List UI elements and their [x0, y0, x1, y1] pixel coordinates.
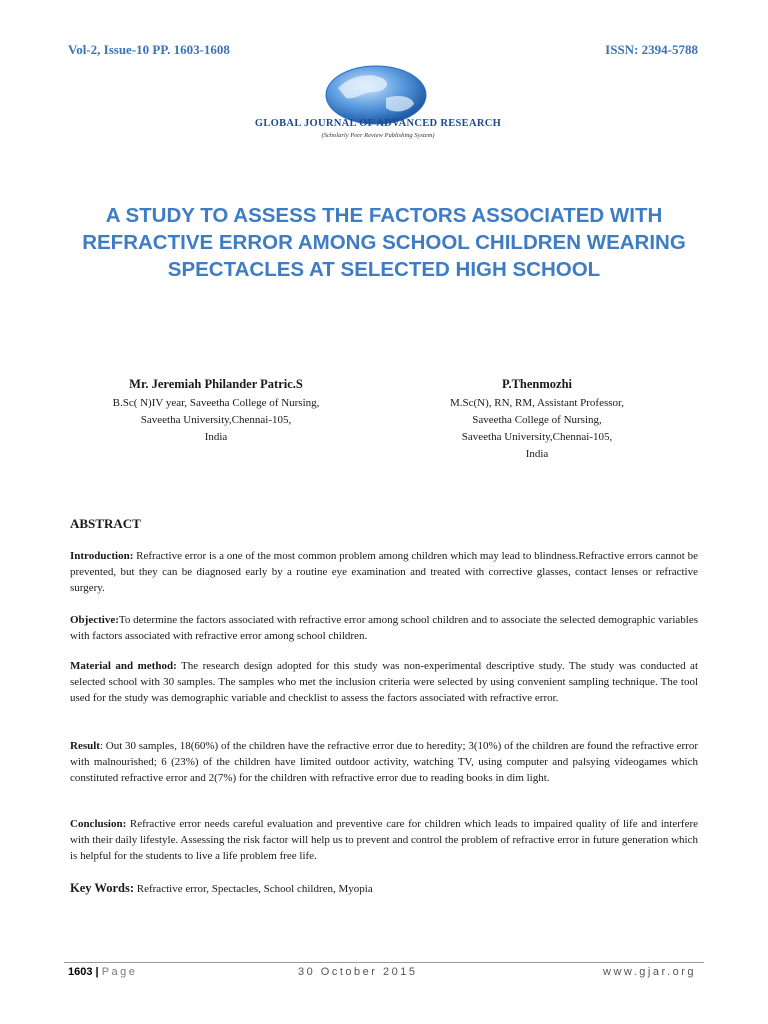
result-label: Result [70, 740, 100, 752]
issn-label: ISSN: [605, 42, 639, 57]
footer-date: 30 October 2015 [298, 966, 418, 978]
globe-icon [316, 62, 436, 126]
introduction-label: Introduction: [70, 550, 134, 562]
footer-divider [64, 962, 704, 963]
result-text: : Out 30 samples, 18(60%) of the children have the refractive error due to heredity; 3(10%) of the children are found the refractive error with malnourished; 6 (23%) of the children have limited outdoor activity, watching TV, using computer and palsying videogames which constituted refractive error and 2(7%) for the children with refractive error due to reading books in dim light. [70, 740, 698, 784]
conclusion-text: Refractive error needs careful evaluation and preventive care for children which leads to impaired quality of life and interfere with their daily lifestyle. Assessing the risk factor will help us to prevent and control the problem of refractive error in future generation which is helpful for the students to live a life problem free life. [70, 818, 698, 862]
abstract-result [70, 738, 698, 786]
author-name: P.Thenmozhi [501, 377, 573, 391]
logo-subtitle: (Scholarly Peer Review Publishing System) [321, 132, 435, 139]
author-affiliation-line: Saveetha College of Nursing, [472, 414, 602, 426]
page-number: 1603 [68, 966, 93, 978]
method-text: The research design adopted for this study was non-experimental descriptive study. The study was conducted at selected school with 30 samples. The samples who met the inclusion criteria were selected by using convenient sampling technique. The tool used for the study was demographic variable and checklist to assess the factors associated with refractive error. [70, 660, 698, 704]
objective-text: To determine the factors associated with refractive error among school children and to associate the selected demographic variables with factors associated with refractive error among school children. [70, 614, 698, 642]
keywords-label: Key Words: [70, 881, 135, 895]
abstract-heading: ABSTRACT [70, 516, 141, 531]
method-label: Material and method: [70, 660, 177, 672]
author-affiliation-line: India [525, 448, 549, 460]
footer-page-number [68, 966, 137, 978]
footer-website: www.gjar.org [603, 966, 696, 978]
abstract-keywords [70, 880, 698, 897]
paper-title: A STUDY TO ASSESS THE FACTORS ASSOCIATED WITH REFRACTIVE ERROR AMONG SCHOOL CHILDREN WEARING SPECTACLES AT SELECTED HIGH SCHOOL [82, 204, 686, 281]
issn-value: 2394-5788 [641, 42, 698, 57]
page-label: Page [101, 966, 138, 978]
author-name: Mr. Jeremiah Philander Patric.S [129, 377, 303, 391]
journal-volume: Vol-2, Issue-10 PP. 1603-1608 [68, 42, 230, 57]
journal-issn [605, 42, 698, 58]
author-affiliation-line: M.Sc(N), RN, RM, Assistant Professor, [449, 397, 625, 409]
keywords-text: Refractive error, Spectacles, School children, Myopia [134, 883, 373, 895]
abstract-conclusion [70, 816, 698, 864]
author-affiliation-line: Saveetha University,Chennai-105, [140, 414, 292, 426]
objective-label: Objective: [70, 614, 119, 626]
author-block [387, 376, 687, 463]
abstract-introduction [70, 548, 698, 596]
author-affiliation-line: B.Sc( N)IV year, Saveetha College of Nursing, [112, 397, 320, 409]
logo-journal-name: GLOBAL JOURNAL OF ADVANCED RESEARCH [254, 118, 502, 129]
abstract-method [70, 658, 698, 706]
introduction-text: Refractive error is a one of the most common problem among children which may lead to blindness.Refractive errors cannot be prevented, but they can be diagnosed early by a routine eye examination and treated with corrective glasses, contact lenses or refractive surgery. [70, 550, 698, 594]
abstract-objective [70, 612, 698, 644]
author-affiliation-line: India [204, 431, 228, 443]
author-block [66, 376, 366, 446]
author-affiliation-line: Saveetha University,Chennai-105, [461, 431, 613, 443]
conclusion-label: Conclusion: [70, 818, 127, 830]
journal-logo [228, 62, 528, 142]
page-separator: | [92, 966, 102, 978]
